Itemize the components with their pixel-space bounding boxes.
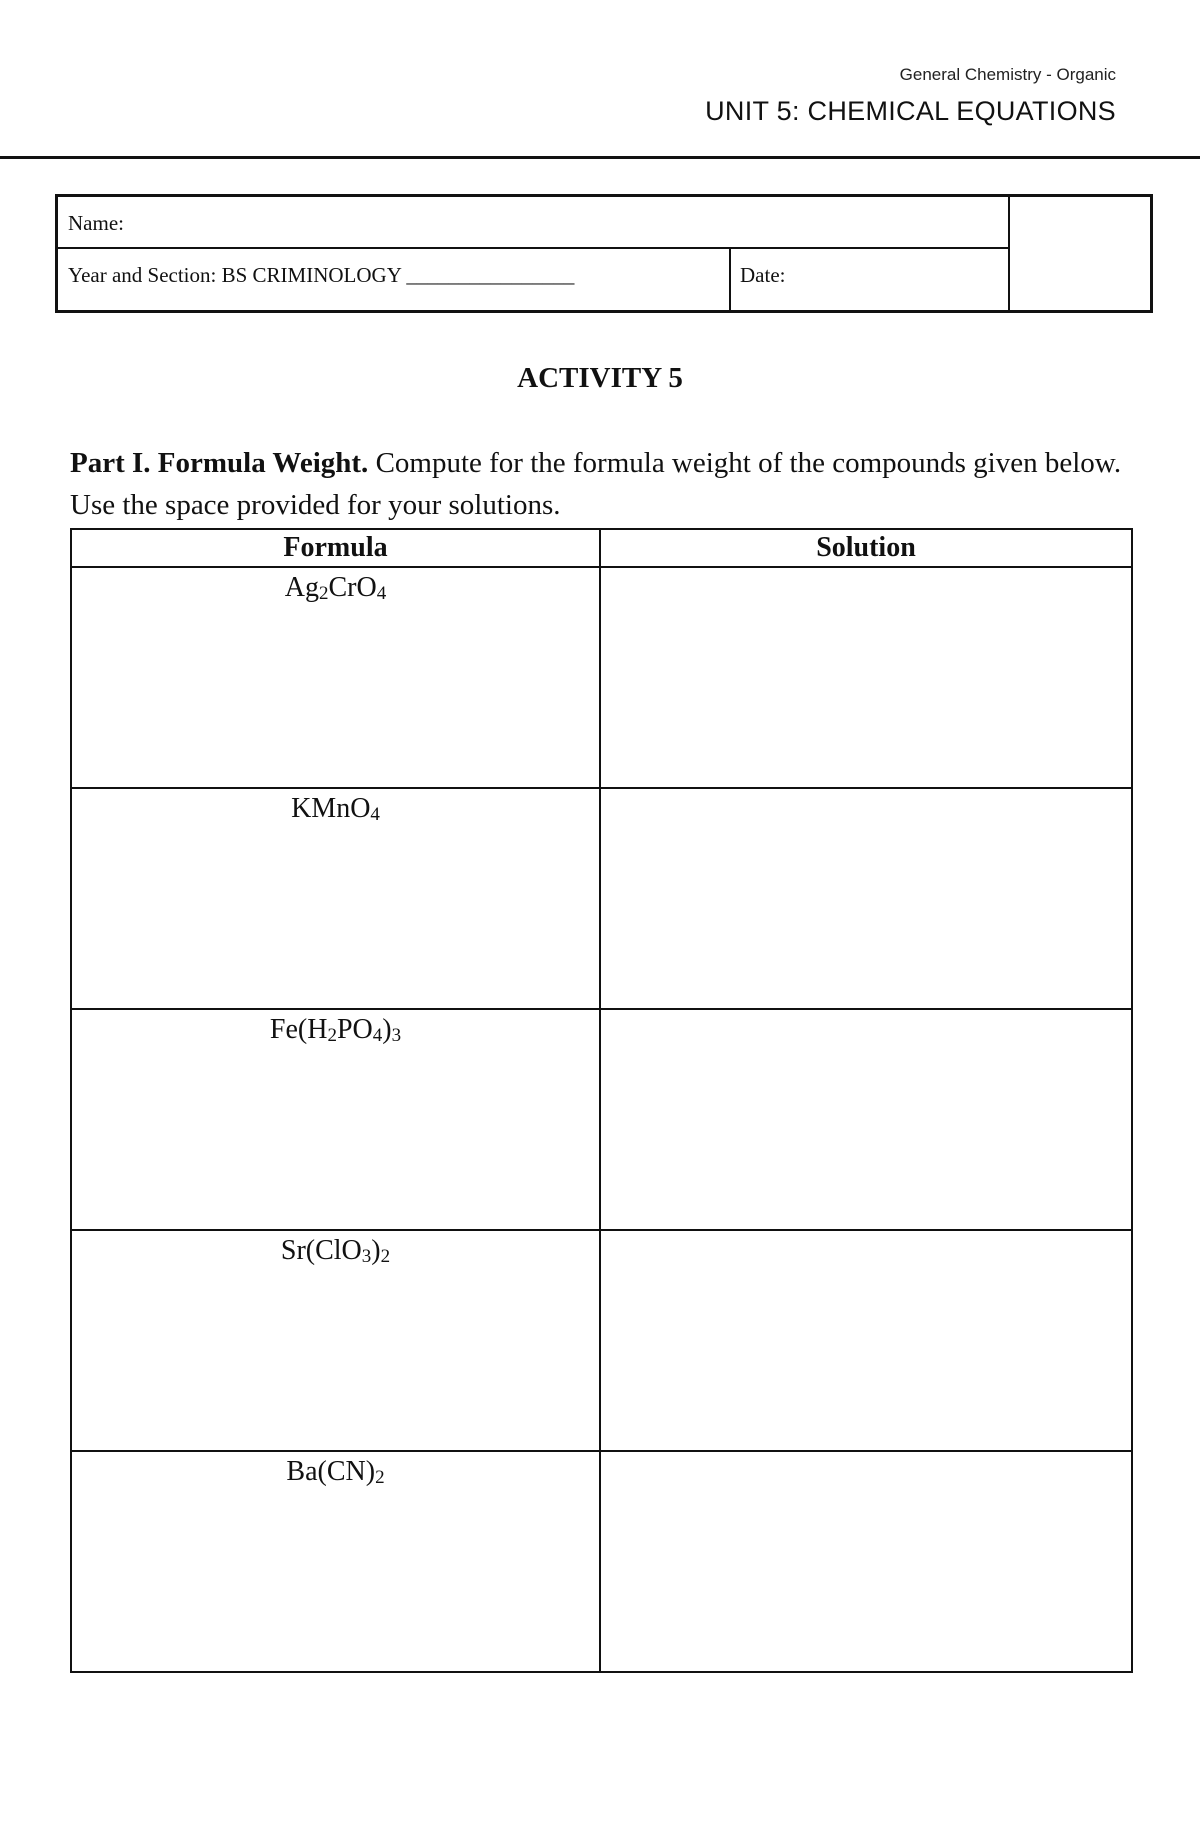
formula-cell	[71, 567, 600, 788]
formula-weight-table	[70, 528, 1133, 1673]
table-row	[71, 1451, 1132, 1672]
student-info-box	[55, 194, 1153, 313]
formula-subscript: 2	[380, 1246, 391, 1267]
year-section-field-label: Year and Section: BS CRIMINOLOGY ________________	[68, 263, 575, 287]
instructions-paragraph	[70, 442, 1130, 526]
solution-cell[interactable]	[600, 1230, 1132, 1451]
header-rule	[0, 156, 1200, 159]
score-box-divider	[1008, 197, 1010, 310]
formula-cell	[71, 1230, 600, 1451]
solution-cell[interactable]	[600, 1451, 1132, 1672]
date-field-label: Date:	[740, 263, 786, 287]
formula-cell	[71, 1451, 600, 1672]
formula-text: Ag	[284, 572, 319, 603]
formula-text: Fe(H	[269, 1014, 328, 1045]
solution-cell[interactable]	[600, 1009, 1132, 1230]
formula-text: CrO	[328, 572, 377, 603]
formula-cell	[71, 1009, 600, 1230]
info-date-divider	[729, 248, 731, 310]
formula-subscript: 2	[319, 583, 329, 604]
formula-text: PO	[336, 1014, 373, 1045]
formula-subscript: 2	[375, 1467, 385, 1488]
table-header-row	[71, 529, 1132, 567]
formula-column-header: Formula	[71, 529, 600, 567]
header-title: UNIT 5: CHEMICAL EQUATIONS	[705, 96, 1116, 126]
formula-text: KMnO	[291, 793, 371, 824]
table-row	[71, 788, 1132, 1009]
formula-text: )	[382, 1014, 392, 1045]
activity-title: ACTIVITY 5	[517, 362, 683, 394]
solution-column-header: Solution	[600, 529, 1132, 567]
header-subtitle: General Chemistry - Organic	[899, 65, 1116, 84]
formula-text: Sr(ClO	[280, 1235, 362, 1266]
formula-subscript: 3	[391, 1025, 402, 1046]
part-heading: Part I. Formula Weight.	[70, 447, 369, 479]
info-row-divider	[58, 247, 1008, 249]
formula-subscript: 4	[372, 1025, 383, 1046]
formula-cell	[71, 788, 600, 1009]
formula-subscript: 3	[361, 1246, 372, 1267]
solution-cell[interactable]	[600, 788, 1132, 1009]
formula-subscript: 2	[327, 1025, 337, 1046]
formula-subscript: 4	[376, 583, 387, 604]
formula-text: )	[371, 1235, 381, 1266]
formula-text: Ba(CN)	[286, 1456, 376, 1487]
formula-subscript: 4	[370, 804, 380, 825]
instructions-text: Compute for the formula weight of the compounds given below. Use the space provided for your solutions.	[70, 447, 1122, 521]
table-row	[71, 1230, 1132, 1451]
solution-cell[interactable]	[600, 567, 1132, 788]
name-field-label: Name:	[68, 211, 124, 235]
table-row	[71, 567, 1132, 788]
table-row	[71, 1009, 1132, 1230]
